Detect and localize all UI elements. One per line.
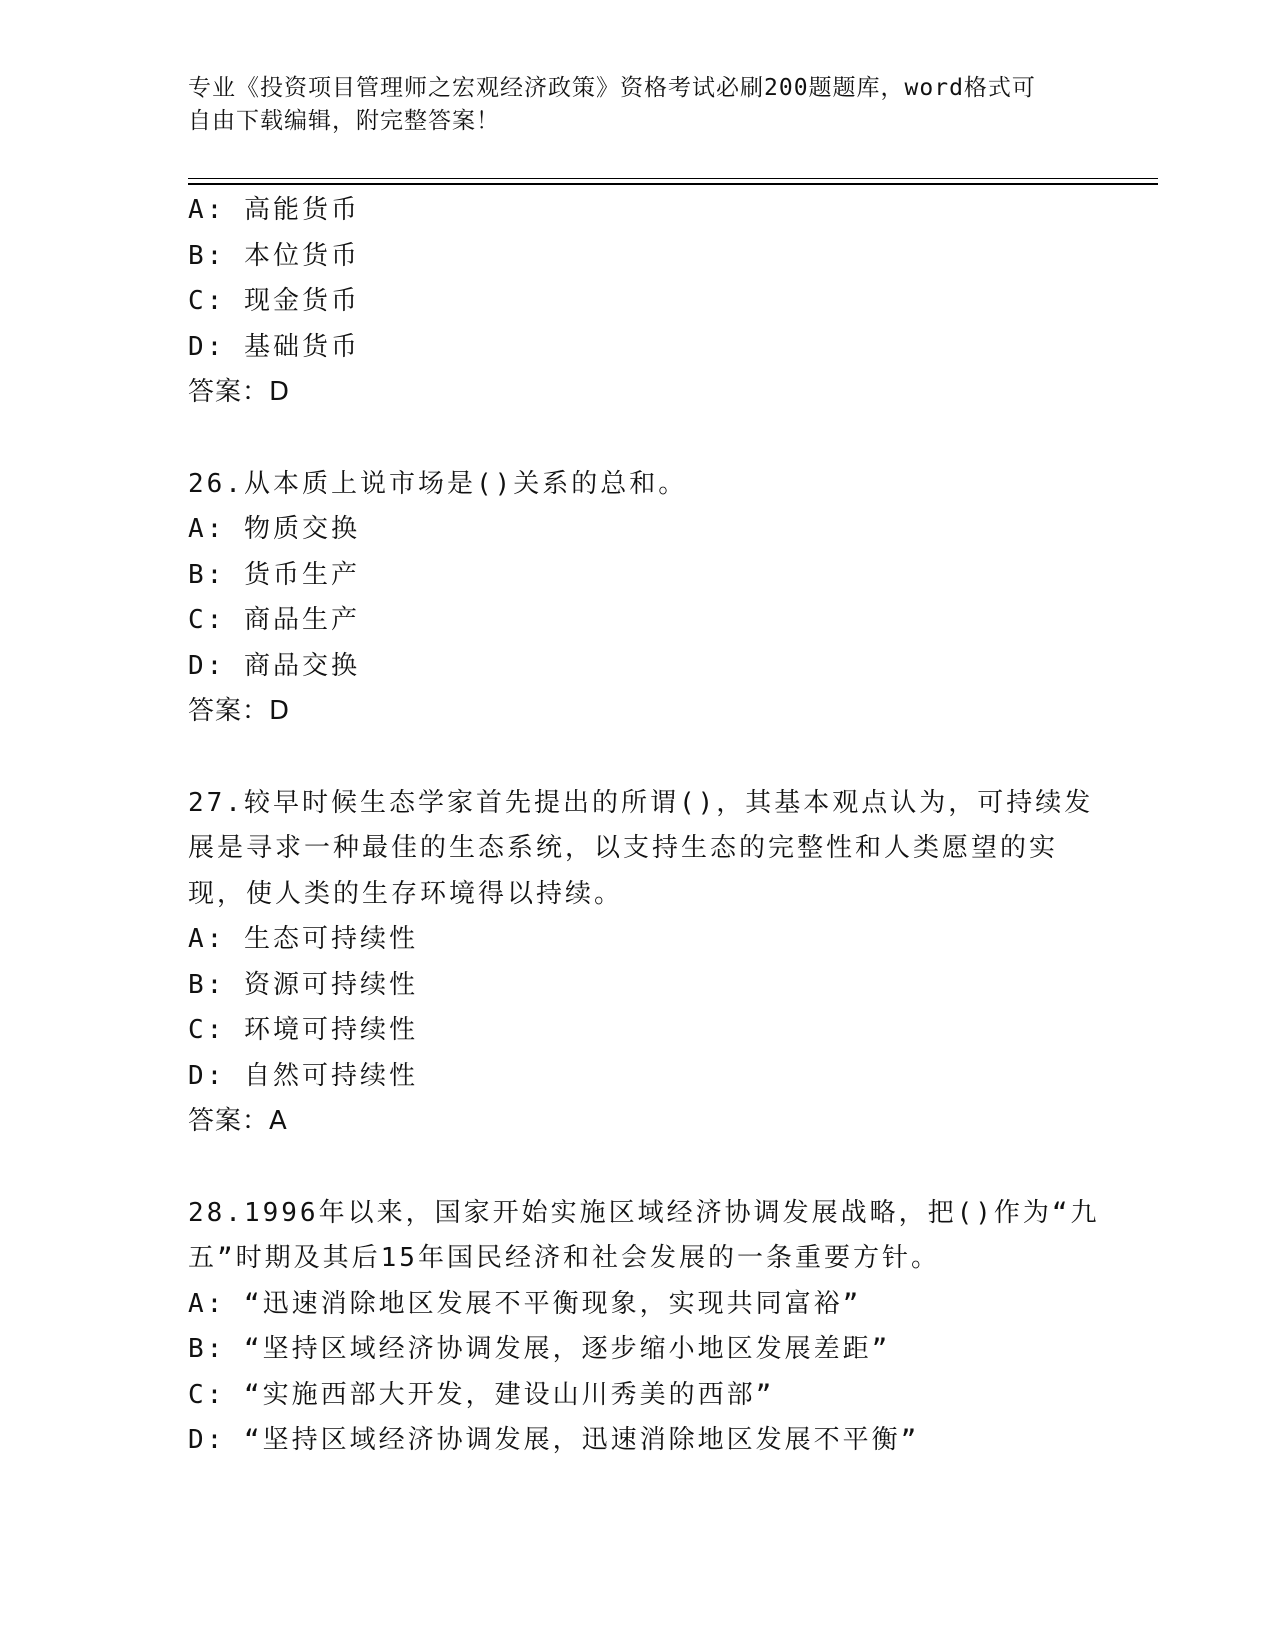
answer-line: 答案：A: [188, 1106, 288, 1136]
spacer: [188, 1145, 1088, 1191]
answer-line: 答案：D: [188, 377, 291, 407]
question-text-line-2: 展是寻求一种最佳的生态系统，以支持生态的完整性和人类愿望的实: [188, 833, 1059, 863]
question-text-line-1: 28.1996年以来，国家开始实施区域经济协调发展战略，把()作为“九: [188, 1197, 1100, 1228]
option-d: D: 基础货币: [188, 331, 360, 362]
option-a: A: “迅速消除地区发展不平衡现象，实现共同富裕”: [188, 1288, 862, 1319]
header-divider-thick: [188, 183, 1158, 185]
question-text-line-3: 现，使人类的生存环境得以持续。: [188, 878, 624, 909]
answer-line: 答案：D: [188, 696, 291, 726]
option-d: D: 自然可持续性: [188, 1060, 418, 1091]
question-text-line-1: 27.较早时候生态学家首先提出的所谓()，其基本观点认为，可持续发: [188, 787, 1094, 818]
question-text-line-2: 五”时期及其后15年国民经济和社会发展的一条重要方针。: [188, 1243, 940, 1273]
header-line-2: 自由下载编辑，附完整答案！: [188, 108, 500, 134]
header-line-1: 专业《投资项目管理师之宏观经济政策》资格考试必刷200题题库，word格式可: [188, 75, 1036, 101]
option-c: C: 商品生产: [188, 605, 360, 635]
option-d: D: 商品交换: [188, 650, 360, 681]
option-b: B: 资源可持续性: [188, 969, 418, 1000]
option-b: B: “坚持区域经济协调发展，逐步缩小地区发展差距”: [188, 1334, 891, 1364]
option-a: A: 生态可持续性: [188, 924, 418, 954]
option-c: C: 环境可持续性: [188, 1015, 418, 1045]
question-list: [188, 188, 1100, 1464]
option-d: D: “坚持区域经济协调发展，迅速消除地区发展不平衡”: [188, 1425, 920, 1455]
option-c: C: 现金货币: [188, 286, 360, 316]
header-divider-thin: [188, 178, 1158, 179]
question-block-27: [188, 781, 1094, 1145]
spacer: [188, 735, 1088, 781]
question-text: 26.从本质上说市场是()关系的总和。: [188, 468, 688, 499]
option-b: B: 货币生产: [188, 559, 360, 590]
option-b: B: 本位货币: [188, 240, 360, 271]
document-header: [188, 72, 1068, 138]
option-a: A: 物质交换: [188, 514, 360, 544]
question-block-previous: [188, 188, 1088, 416]
question-block-28: [188, 1191, 1100, 1464]
option-a: A: 高能货币: [188, 195, 360, 225]
question-block-26: [188, 462, 1088, 735]
spacer: [188, 416, 1088, 462]
option-c: C: “实施西部大开发，建设山川秀美的西部”: [188, 1379, 775, 1410]
